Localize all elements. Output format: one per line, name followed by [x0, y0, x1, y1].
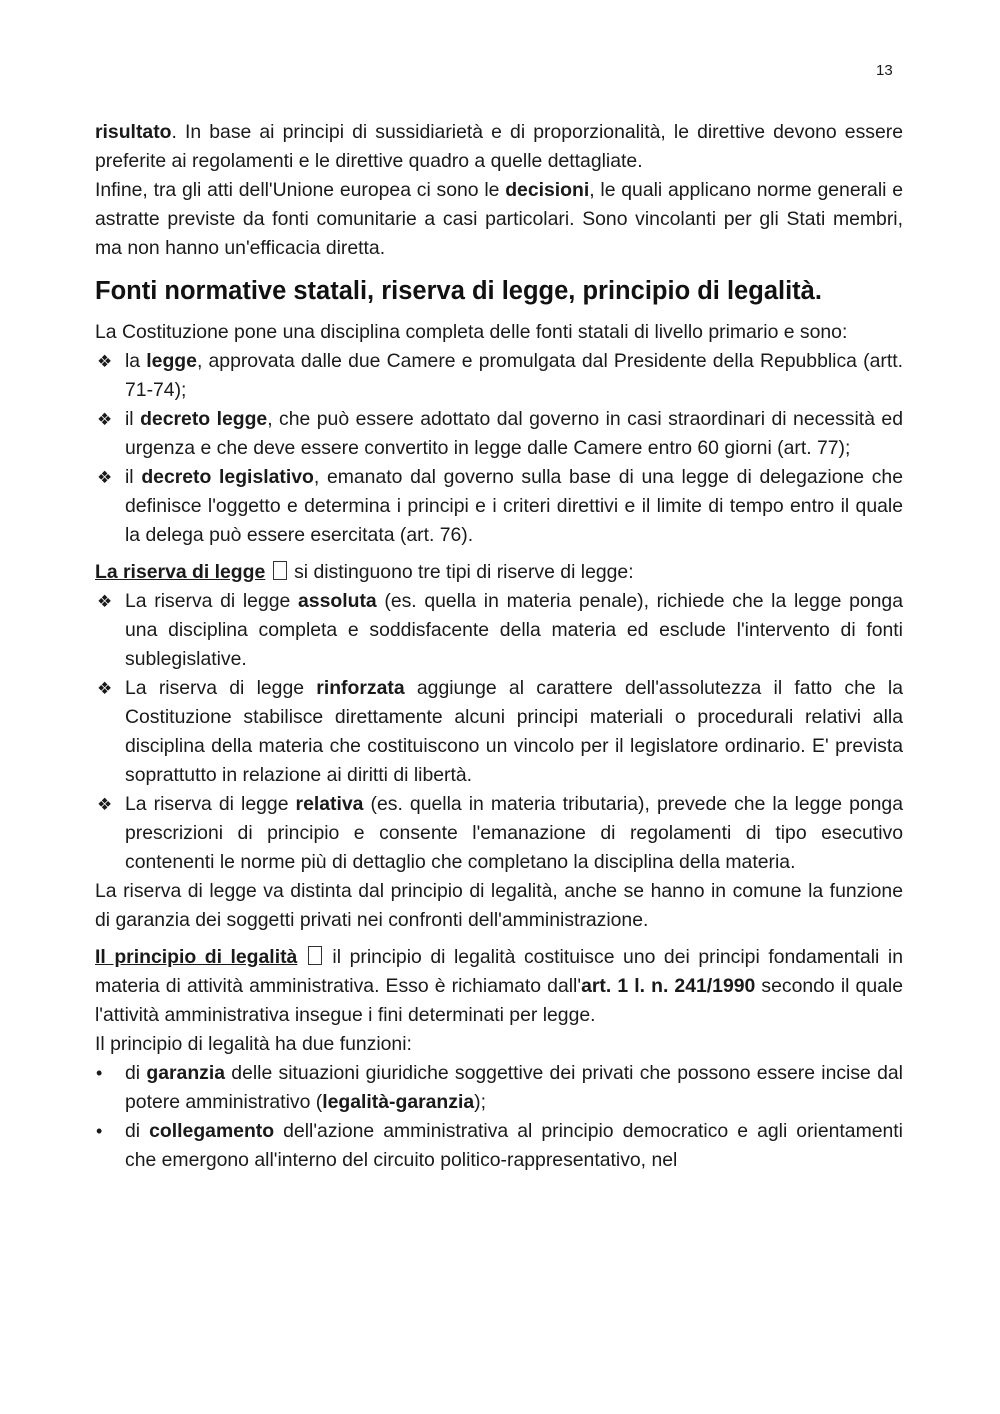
riserva-list — [95, 587, 903, 877]
list-item: ❖ il decreto legge, che può essere adottato dal governo in casi straordinari di necessità ed urgenza e che deve essere convertito in legge dalle Camere entro 60 giorni (art. 77); — [95, 405, 903, 463]
fonti-intro: La Costituzione pone una disciplina completa delle fonti statali di livello primario e sono: — [95, 321, 848, 343]
diamond-bullet-icon: ❖ — [97, 795, 113, 814]
missing-glyph-icon — [273, 561, 287, 580]
riserva-closing: La riserva di legge va distinta dal principio di legalità, anche se hanno in comune la funzione di garanzia dei soggetti privati nei confronti dell'amministrazione. — [95, 880, 903, 931]
diamond-bullet-icon: ❖ — [97, 679, 113, 698]
list-item: • di collegamento dell'azione amministrativa al principio democratico e agli orientamenti che emergono all'interno del circuito politico-rappresentativo, nel — [95, 1117, 903, 1175]
list-item: ❖ la legge, approvata dalle due Camere e promulgata dal Presidente della Repubblica (artt. 71-74); — [95, 347, 903, 405]
intro-paragraph-1: risultato. In base ai principi di sussidiarietà e di proporzionalità, le direttive devono essere preferite ai regolamenti e le direttive quadro a quelle dettagliate. — [95, 121, 903, 172]
page-number: 13 — [876, 62, 893, 79]
section-heading: Fonti normative statali, riserva di legge, principio di legalità. — [95, 277, 822, 305]
legalita-paragraph: Il principio di legalità il principio di legalità costituisce uno dei principi fondamentali in materia di attività amministrativa. Esso è richiamato dall'art. 1 l. n. 241/1990 secondo il quale l'attività amministrativa insegue i fini determinati per legge. — [95, 946, 903, 1026]
funzioni-intro: Il principio di legalità ha due funzioni: — [95, 1033, 412, 1055]
intro-paragraph-2: Infine, tra gli atti dell'Unione europea ci sono le decisioni, le quali applicano norme generali e astratte previste da fonti comunitarie a casi particolari. Sono vincolanti per gli Stati membri, ma non hanno un'efficacia diretta. — [95, 179, 904, 259]
diamond-bullet-icon: ❖ — [97, 352, 113, 371]
list-item: ❖ il decreto legislativo, emanato dal governo sulla base di una legge di delegazione che definisce l'oggetto e determina i principi e i criteri direttivi e il limite di tempo entro il quale la delega può essere esercitata (art. 76). — [95, 463, 903, 550]
document-body — [95, 118, 903, 1175]
list-item: • di garanzia delle situazioni giuridiche soggettive dei privati che possono essere incise dal potere amministrativo (legalità-garanzia); — [95, 1059, 903, 1117]
legalita-title: Il principio di legalità — [95, 946, 298, 968]
missing-glyph-icon — [308, 946, 322, 965]
list-item: ❖ La riserva di legge assoluta (es. quella in materia penale), richiede che la legge ponga una disciplina completa e soddisfacente della materia ed esclude l'intervento di fonti sublegislative. — [95, 587, 903, 674]
riserva-title: La riserva di legge — [95, 561, 266, 583]
diamond-bullet-icon: ❖ — [97, 410, 113, 429]
bullet-dot-icon: • — [96, 1063, 103, 1083]
bullet-dot-icon: • — [96, 1121, 103, 1141]
diamond-bullet-icon: ❖ — [97, 592, 113, 611]
riserva-intro: La riserva di legge si distinguono tre tipi di riserve di legge: — [95, 561, 634, 583]
funzioni-list — [95, 1059, 903, 1175]
list-item: ❖ La riserva di legge rinforzata aggiunge al carattere dell'assolutezza il fatto che la Costituzione stabilisce direttamente alcuni principi materiali o procedurali relativi alla disciplina della materia che costituiscono un vincolo per il legislatore ordinario. E' prevista soprattutto in relazione ai diritti di libertà. — [95, 674, 903, 790]
list-item: ❖ La riserva di legge relativa (es. quella in materia tributaria), prevede che la legge ponga prescrizioni di principio e consente l'emanazione di regolamenti di tipo esecutivo contenenti le norme più di dettaglio che completano la disciplina della materia. — [95, 790, 903, 877]
fonti-list — [95, 347, 903, 550]
diamond-bullet-icon: ❖ — [97, 468, 113, 487]
